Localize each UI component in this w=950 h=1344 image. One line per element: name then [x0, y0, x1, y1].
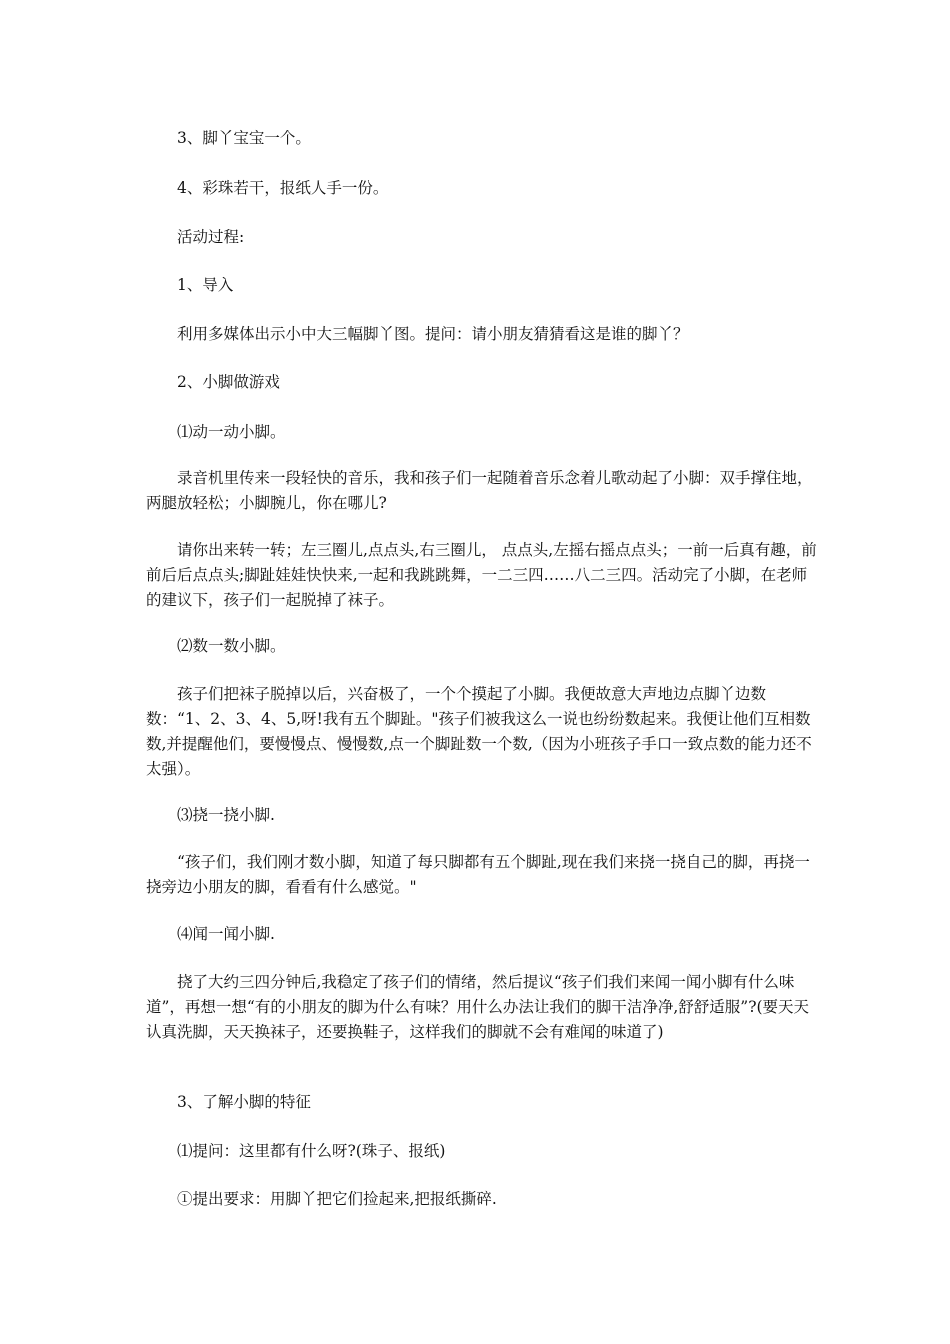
paragraph-requirement: ①提出要求：用脚丫把它们捡起来,把报纸撕碎. [177, 1190, 497, 1208]
paragraph-tickle: “孩子们，我们刚才数小脚，知道了每只脚都有五个脚趾,现在我们来挠一挠自己的脚，再挠一挠旁边小朋友的脚，看看有什么感觉。" [146, 853, 810, 896]
paragraph-move-1: 录音机里传来一段轻快的音乐，我和孩子们一起随着音乐念着儿歌动起了小脚：双手撑住地，两腿放轻松；小脚腕儿，你在哪儿? [146, 469, 813, 512]
list-item-materials-3: 3、脚丫宝宝一个。 [177, 129, 311, 147]
sub-heading-question: ⑴提问：这里都有什么呀?(珠子、报纸) [177, 1142, 446, 1160]
sub-heading-count: ⑵数一数小脚。 [177, 637, 286, 655]
list-item-materials-4: 4、彩珠若干，报纸人手一份。 [177, 179, 389, 197]
paragraph-smell: 挠了大约三四分钟后,我稳定了孩子们的情绪，然后提议“孩子们我们来闻一闻小脚有什么味道”，再想一想“有的小朋友的脚为什么有味？用什么办法让我们的脚干洁净净,舒舒适服”?(要天天认真洗脚，天天换袜子，还要换鞋子，这样我们的脚就不会有难闻的味道了) [146, 973, 810, 1041]
step-heading-games: 2、小脚做游戏 [177, 373, 280, 391]
paragraph-intro: 利用多媒体出示小中大三幅脚丫图。提问：请小朋友猜猜看这是谁的脚丫？ [177, 325, 689, 343]
paragraph-move-2: 请你出来转一转；左三圈儿,点点头,右三圈儿， 点点头,左摇右摇点点头；一前一后真有趣，前前后后点点头;脚趾娃娃快快来,一起和我跳跳舞，一二三四……八二三四。活动完了小脚，在老师的建议下，孩子们一起脱掉了袜子。 [146, 541, 817, 609]
paragraph-count: 孩子们把袜子脱掉以后，兴奋极了，一个个摸起了小脚。我便故意大声地边点脚丫边数数：“1、2、3、4、5,呀!我有五个脚趾。"孩子们被我这么一说也纷纷数起来。我便让他们互相数数,并提醒他们，要慢慢点、慢慢数,点一个脚趾数一个数,（因为小班孩子手口一致点数的能力还不太强）。 [146, 685, 812, 778]
section-heading-process: 活动过程: [177, 228, 245, 246]
step-heading-intro: 1、导入 [177, 276, 234, 294]
sub-heading-tickle: ⑶挠一挠小脚. [177, 806, 275, 824]
sub-heading-move: ⑴动一动小脚。 [177, 423, 286, 441]
sub-heading-smell: ⑷闻一闻小脚. [177, 925, 275, 943]
step-heading-features: 3、了解小脚的特征 [177, 1093, 311, 1111]
